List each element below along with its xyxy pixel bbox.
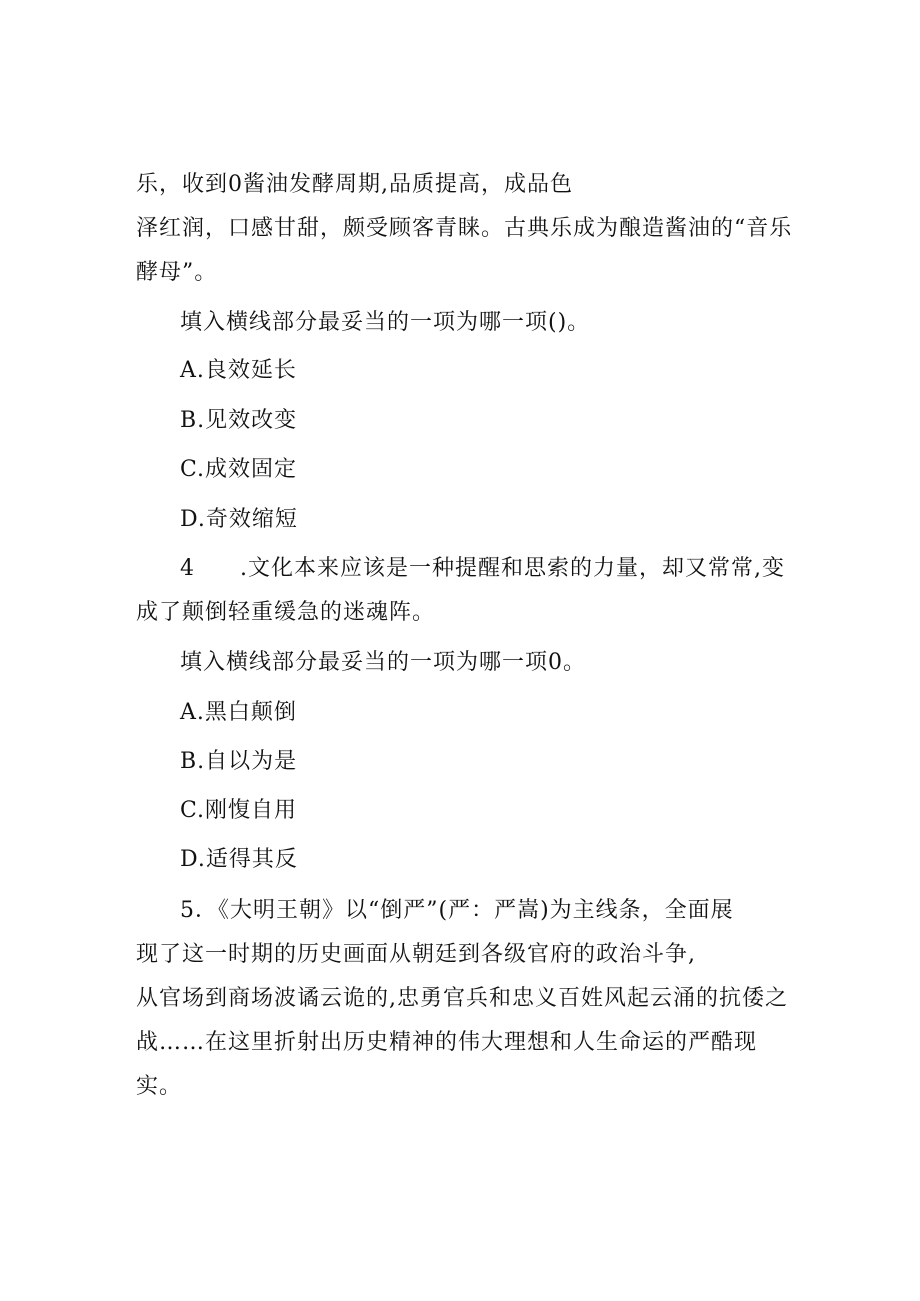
q4-text-1: .文化本来应该是一种提醒和思索的力量，却又常常,变	[240, 556, 785, 581]
q4-line-1	[180, 554, 785, 584]
q5-line-2: 现了这一时期的历史画面从朝廷到各级官府的政治斗争,	[136, 942, 696, 967]
q4-prompt: 填入横线部分最妥当的一项为哪一项0。	[180, 650, 586, 675]
passage-line-1: 乐，收到0酱油发酵周期,品质提高，成品色	[136, 172, 573, 197]
q5-line-1: 5．《大明王朝》以“倒严”(严：严嵩)为主线条，全面展	[180, 898, 734, 923]
q3-prompt: 填入横线部分最妥当的一项为哪一项()。	[180, 310, 591, 335]
q4-option-c: C.刚愎自用	[180, 798, 298, 823]
q3-option-b: B.见效改变	[180, 408, 298, 433]
q5-line-3: 从官场到商场波谲云诡的,忠勇官兵和忠义百姓风起云涌的抗倭之	[136, 986, 788, 1011]
passage-line-2: 泽红润，口感甘甜，颇受顾客青睐。古典乐成为酿造酱油的“音乐	[136, 216, 793, 241]
q5-line-5: 实。	[136, 1074, 183, 1099]
passage-line-3: 酵母”。	[136, 260, 218, 285]
q4-line-2: 成了颠倒轻重缓急的迷魂阵。	[136, 600, 436, 625]
q4-option-d: D.适得其反	[180, 847, 298, 872]
q4-number: 4	[180, 556, 195, 581]
q5-line-4: 战……在这里折射出历史精神的伟大理想和人生命运的严酷现	[136, 1030, 758, 1055]
q4-option-b: B.自以为是	[180, 749, 298, 774]
q3-option-a: A.良效延长	[180, 358, 297, 383]
q3-option-d: D.奇效缩短	[180, 507, 298, 532]
q4-option-a: A.黑白颠倒	[180, 700, 297, 725]
q3-option-c: C.成效固定	[180, 457, 298, 482]
